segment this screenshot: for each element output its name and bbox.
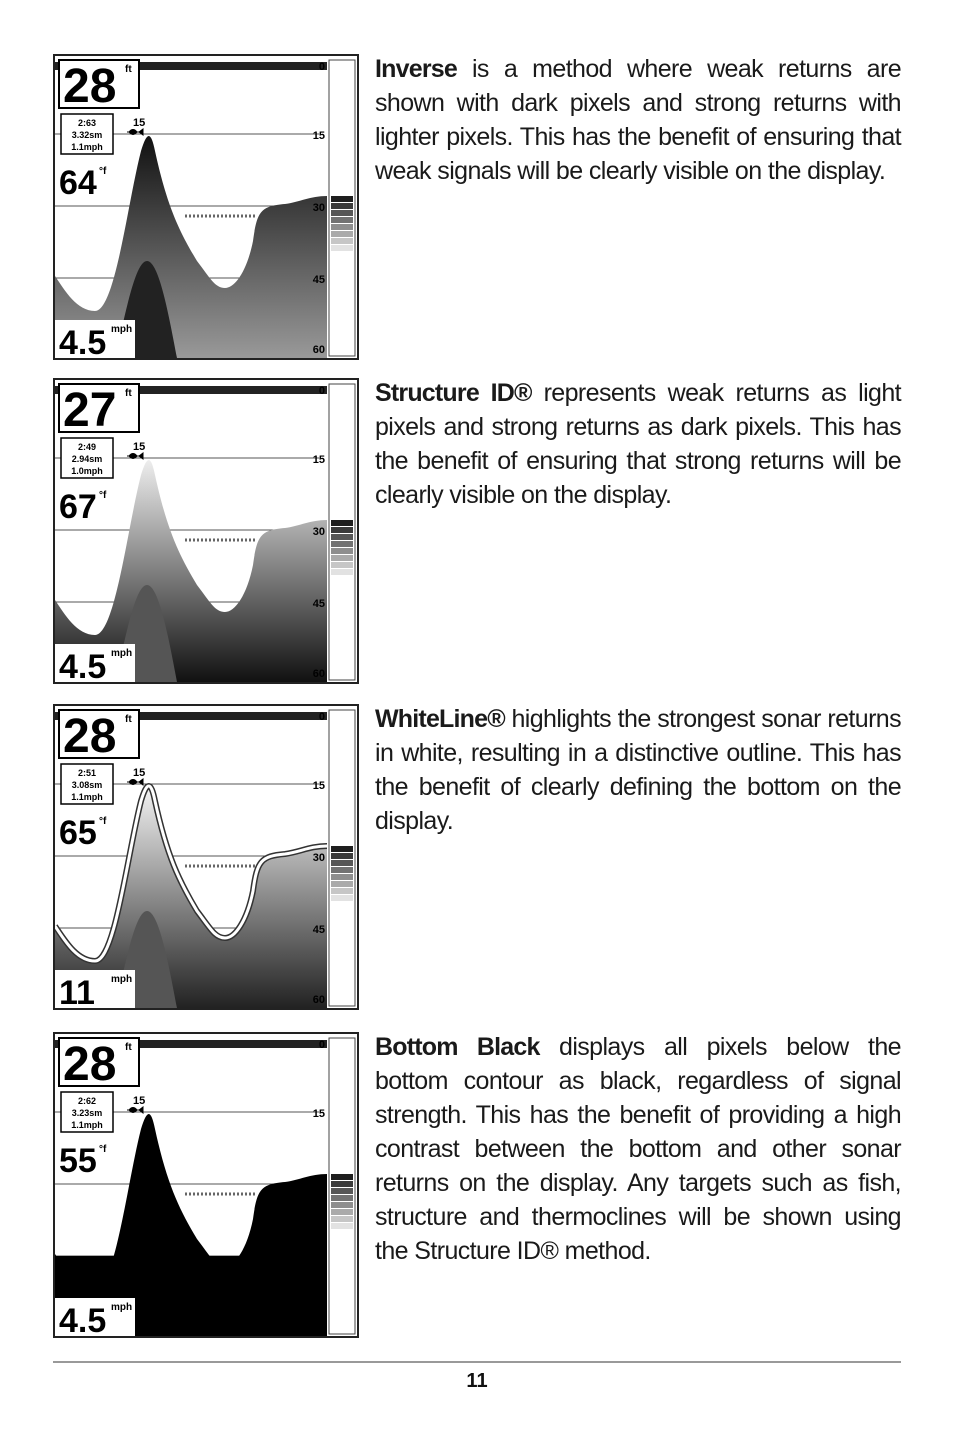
color-bar-segment — [331, 853, 353, 859]
color-bar-segment — [331, 1181, 353, 1187]
boat-speed: 4.5 — [59, 648, 107, 682]
info-readout: 3.08sm — [71, 780, 103, 790]
color-bar-segment — [331, 541, 353, 547]
info-readout: 2:63 — [77, 118, 97, 128]
mode-body: displays all pixels below the bottom contour as black, regardless of signal strength. This has the benefit of providing a high contrast between the bottom and other sonar returns on the display. Any targets such as fish, structure and thermoclines will be shown using the Structure ID® method. — [375, 1033, 901, 1265]
depth-unit: ft — [125, 714, 132, 725]
panel-description — [375, 376, 901, 512]
depth-scale-label: 15 — [312, 780, 325, 792]
panel-description — [375, 702, 901, 838]
temperature-unit: °f — [99, 1144, 107, 1155]
depth-scale-label: 45 — [312, 1252, 325, 1264]
depth-unit: ft — [125, 1042, 132, 1053]
boat-speed: 4.5 — [59, 324, 107, 358]
page-number: 11 — [466, 1370, 488, 1392]
panel-bottom-black — [53, 1032, 901, 1338]
color-bar-segment — [331, 1174, 353, 1180]
depth-unit: ft — [125, 64, 132, 75]
info-readout: 2:51 — [77, 768, 97, 778]
water-temperature: 64 — [59, 164, 97, 202]
color-bar-segment — [331, 555, 353, 561]
fish-depth-label: 15 — [133, 117, 146, 129]
depth-scale-label: 60 — [312, 344, 325, 356]
depth-scale-label: 45 — [312, 274, 325, 286]
depth-scale-label: 0 — [318, 1039, 325, 1051]
digital-depth: 28 — [63, 710, 117, 763]
info-readout: 1.1mph — [71, 792, 103, 802]
panel-description — [375, 52, 901, 188]
color-bar-segment — [331, 562, 353, 568]
depth-scale-label: 30 — [312, 852, 325, 864]
depth-scale-label: 60 — [312, 668, 325, 680]
temperature-unit: °f — [99, 490, 107, 501]
info-readout: 3.32sm — [71, 130, 103, 140]
color-bar-segment — [331, 888, 353, 894]
depth-scale-label: 30 — [312, 1180, 325, 1192]
info-readout: 3.23sm — [71, 1108, 103, 1118]
sonar-screen-structure-id — [53, 378, 359, 684]
mode-body: represents weak returns as light pixels and strong returns as dark pixels. This has the benefit of ensuring that strong returns will be clearly visible on the display. — [375, 379, 901, 509]
boat-speed: 4.5 — [59, 1302, 107, 1336]
color-bar-segment — [331, 548, 353, 554]
water-temperature: 55 — [59, 1142, 97, 1180]
mode-body: is a method where weak returns are shown with dark pixels and strong returns with lighter pixels. This has the benefit of ensuring that weak signals will be clearly visible on the display. — [375, 55, 901, 185]
color-bar-segment — [331, 1195, 353, 1201]
color-bar-segment — [331, 534, 353, 540]
sonar-screen-inverse — [53, 54, 359, 360]
mode-title: Bottom Black — [375, 1033, 540, 1061]
color-bar-segment — [331, 860, 353, 866]
color-bar-segment — [331, 881, 353, 887]
depth-scale-label: 60 — [312, 1322, 325, 1334]
depth-scale-label: 15 — [312, 130, 325, 142]
depth-scale-label: 0 — [318, 711, 325, 723]
speed-unit: mph — [111, 324, 133, 335]
mode-title: Inverse — [375, 55, 457, 83]
speed-unit: mph — [111, 1302, 133, 1313]
mode-title: Structure ID® — [375, 379, 532, 407]
depth-scale-label: 15 — [312, 1108, 325, 1120]
speed-unit: mph — [111, 648, 133, 659]
depth-scale-label: 60 — [312, 994, 325, 1006]
depth-scale-label: 0 — [318, 61, 325, 73]
temperature-unit: °f — [99, 166, 107, 177]
sonar-screen-whiteline — [53, 704, 359, 1010]
footer-rule — [53, 1361, 901, 1363]
info-readout: 2.94sm — [71, 454, 103, 464]
mode-title: WhiteLine® — [375, 705, 505, 733]
info-readout: 1.1mph — [71, 1120, 103, 1130]
fish-depth-label: 15 — [133, 441, 146, 453]
fish-depth-label: 15 — [133, 767, 146, 779]
color-bar-segment — [331, 238, 353, 244]
depth-scale-label: 45 — [312, 924, 325, 936]
color-bar-segment — [331, 224, 353, 230]
panel-whiteline — [53, 704, 901, 1010]
color-bar-segment — [331, 527, 353, 533]
panel-structure-id — [53, 378, 901, 684]
water-temperature: 67 — [59, 488, 97, 526]
depth-scale-label: 0 — [318, 385, 325, 397]
depth-scale-label: 15 — [312, 454, 325, 466]
color-bar-segment — [331, 231, 353, 237]
panel-inverse — [53, 54, 901, 360]
digital-depth: 28 — [63, 60, 117, 113]
fish-depth-label: 15 — [133, 1095, 146, 1107]
water-temperature: 65 — [59, 814, 97, 852]
color-bar-segment — [331, 895, 353, 901]
color-bar-segment — [331, 874, 353, 880]
mode-body: highlights the strongest sonar returns in white, resulting in a distinctive outline. This has the benefit of clearly defining the bottom on the display. — [375, 705, 901, 835]
color-bar-segment — [331, 867, 353, 873]
color-bar-segment — [331, 1223, 353, 1229]
depth-scale-label: 30 — [312, 202, 325, 214]
digital-depth: 27 — [63, 384, 117, 437]
digital-depth: 28 — [63, 1038, 117, 1091]
color-bar-segment — [331, 210, 353, 216]
boat-speed: 11 — [59, 974, 95, 1008]
info-readout: 1.0mph — [71, 466, 103, 476]
color-bar-segment — [331, 1216, 353, 1222]
depth-scale-label: 45 — [312, 598, 325, 610]
sonar-screen-bottom-black — [53, 1032, 359, 1338]
color-bar-segment — [331, 1209, 353, 1215]
info-readout: 1.1mph — [71, 142, 103, 152]
info-readout: 2:49 — [77, 442, 97, 452]
depth-unit: ft — [125, 388, 132, 399]
color-bar-segment — [331, 217, 353, 223]
color-bar-segment — [331, 1188, 353, 1194]
info-readout: 2:62 — [77, 1096, 97, 1106]
color-bar-segment — [331, 245, 353, 251]
depth-scale-label: 30 — [312, 526, 325, 538]
color-bar-segment — [331, 203, 353, 209]
color-bar-segment — [331, 569, 353, 575]
color-bar-segment — [331, 196, 353, 202]
panel-description — [375, 1030, 901, 1268]
color-bar-segment — [331, 520, 353, 526]
temperature-unit: °f — [99, 816, 107, 827]
color-bar-segment — [331, 846, 353, 852]
speed-unit: mph — [111, 974, 133, 985]
color-bar-segment — [331, 1202, 353, 1208]
